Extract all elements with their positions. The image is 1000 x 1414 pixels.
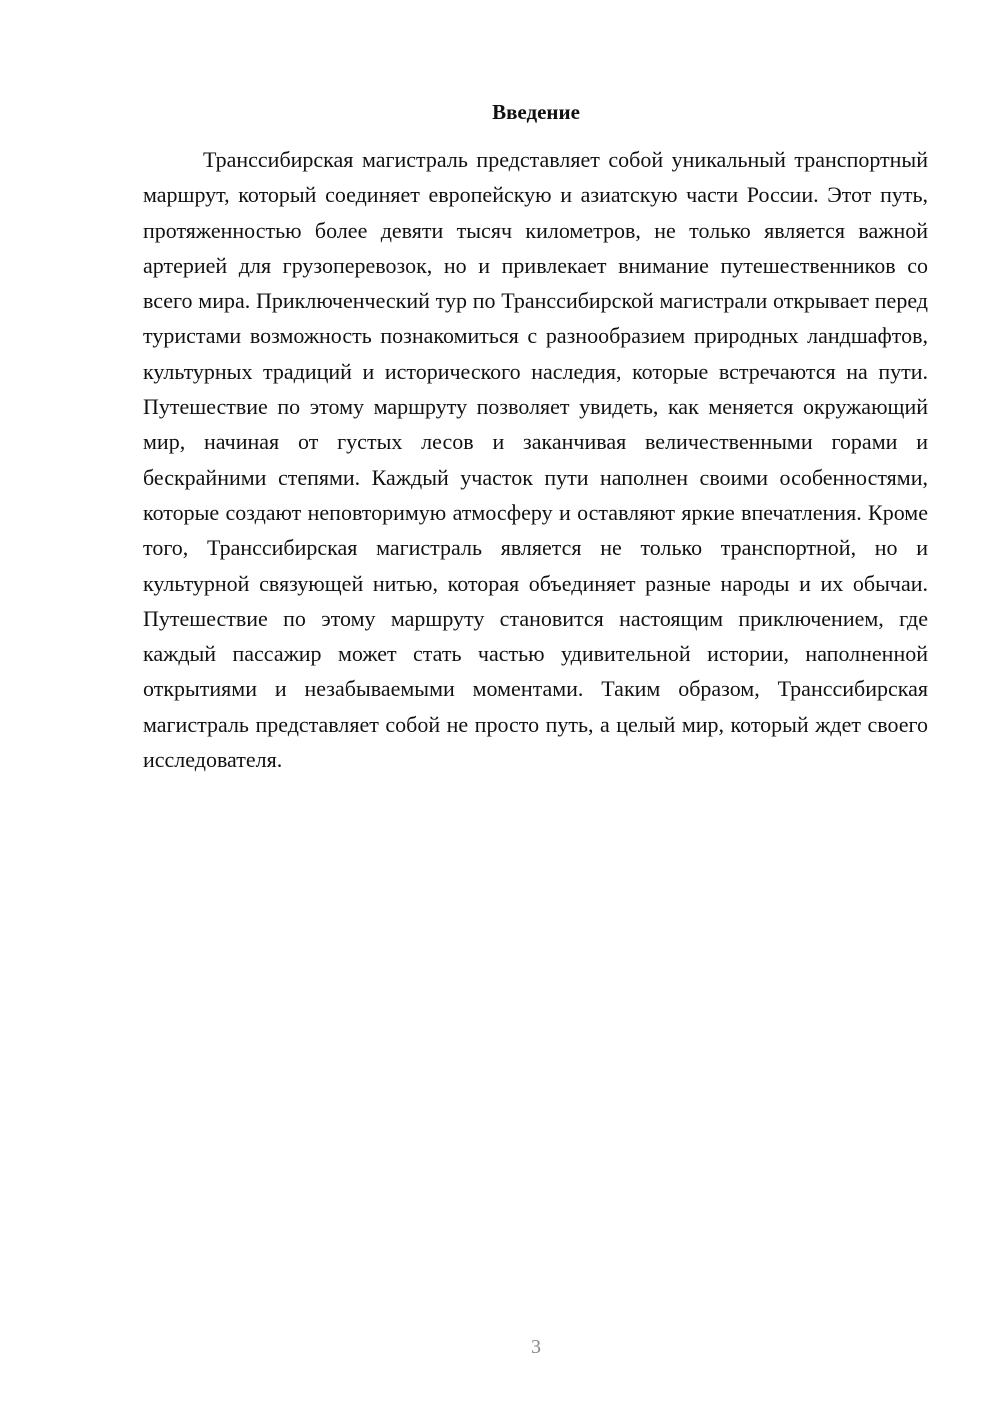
- page-number: 3: [531, 1336, 541, 1358]
- body-paragraph: Транссибирская магистраль представляет собой уникальный транспортный маршрут, который соединяет европейскую и азиатскую части России. Этот путь, протяженностью более девяти тысяч километров, не только является важной артерией для грузоперевозок, но и привлекает внимание путешественников со всего мира. Приключенческий тур по Транссибирской магистрали открывает перед туристами возможность познакомиться с разнообразием природных ландшафтов, культурных традиций и исторического наследия, которые встречаются на пути. Путешествие по этому маршруту позволяет увидеть, как меняется окружающий мир, начиная от густых лесов и заканчивая величественными горами и бескрайними степями. Каждый участок пути наполнен своими особенностями, которые создают неповторимую атмосферу и оставляют яркие впечатления. Кроме того, Транссибирская магистраль является не только транспортной, но и культурной связующей нитью, которая объединяет разные народы и их обычаи. Путешествие по этому маршруту становится настоящим приключением, где каждый пассажир может стать частью удивительной истории, наполненной открытиями и незабываемыми моментами. Таким образом, Транссибирская магистраль представляет собой не просто путь, а целый мир, который ждет своего исследователя.: [143, 147, 928, 773]
- section-title: Введение: [492, 100, 580, 124]
